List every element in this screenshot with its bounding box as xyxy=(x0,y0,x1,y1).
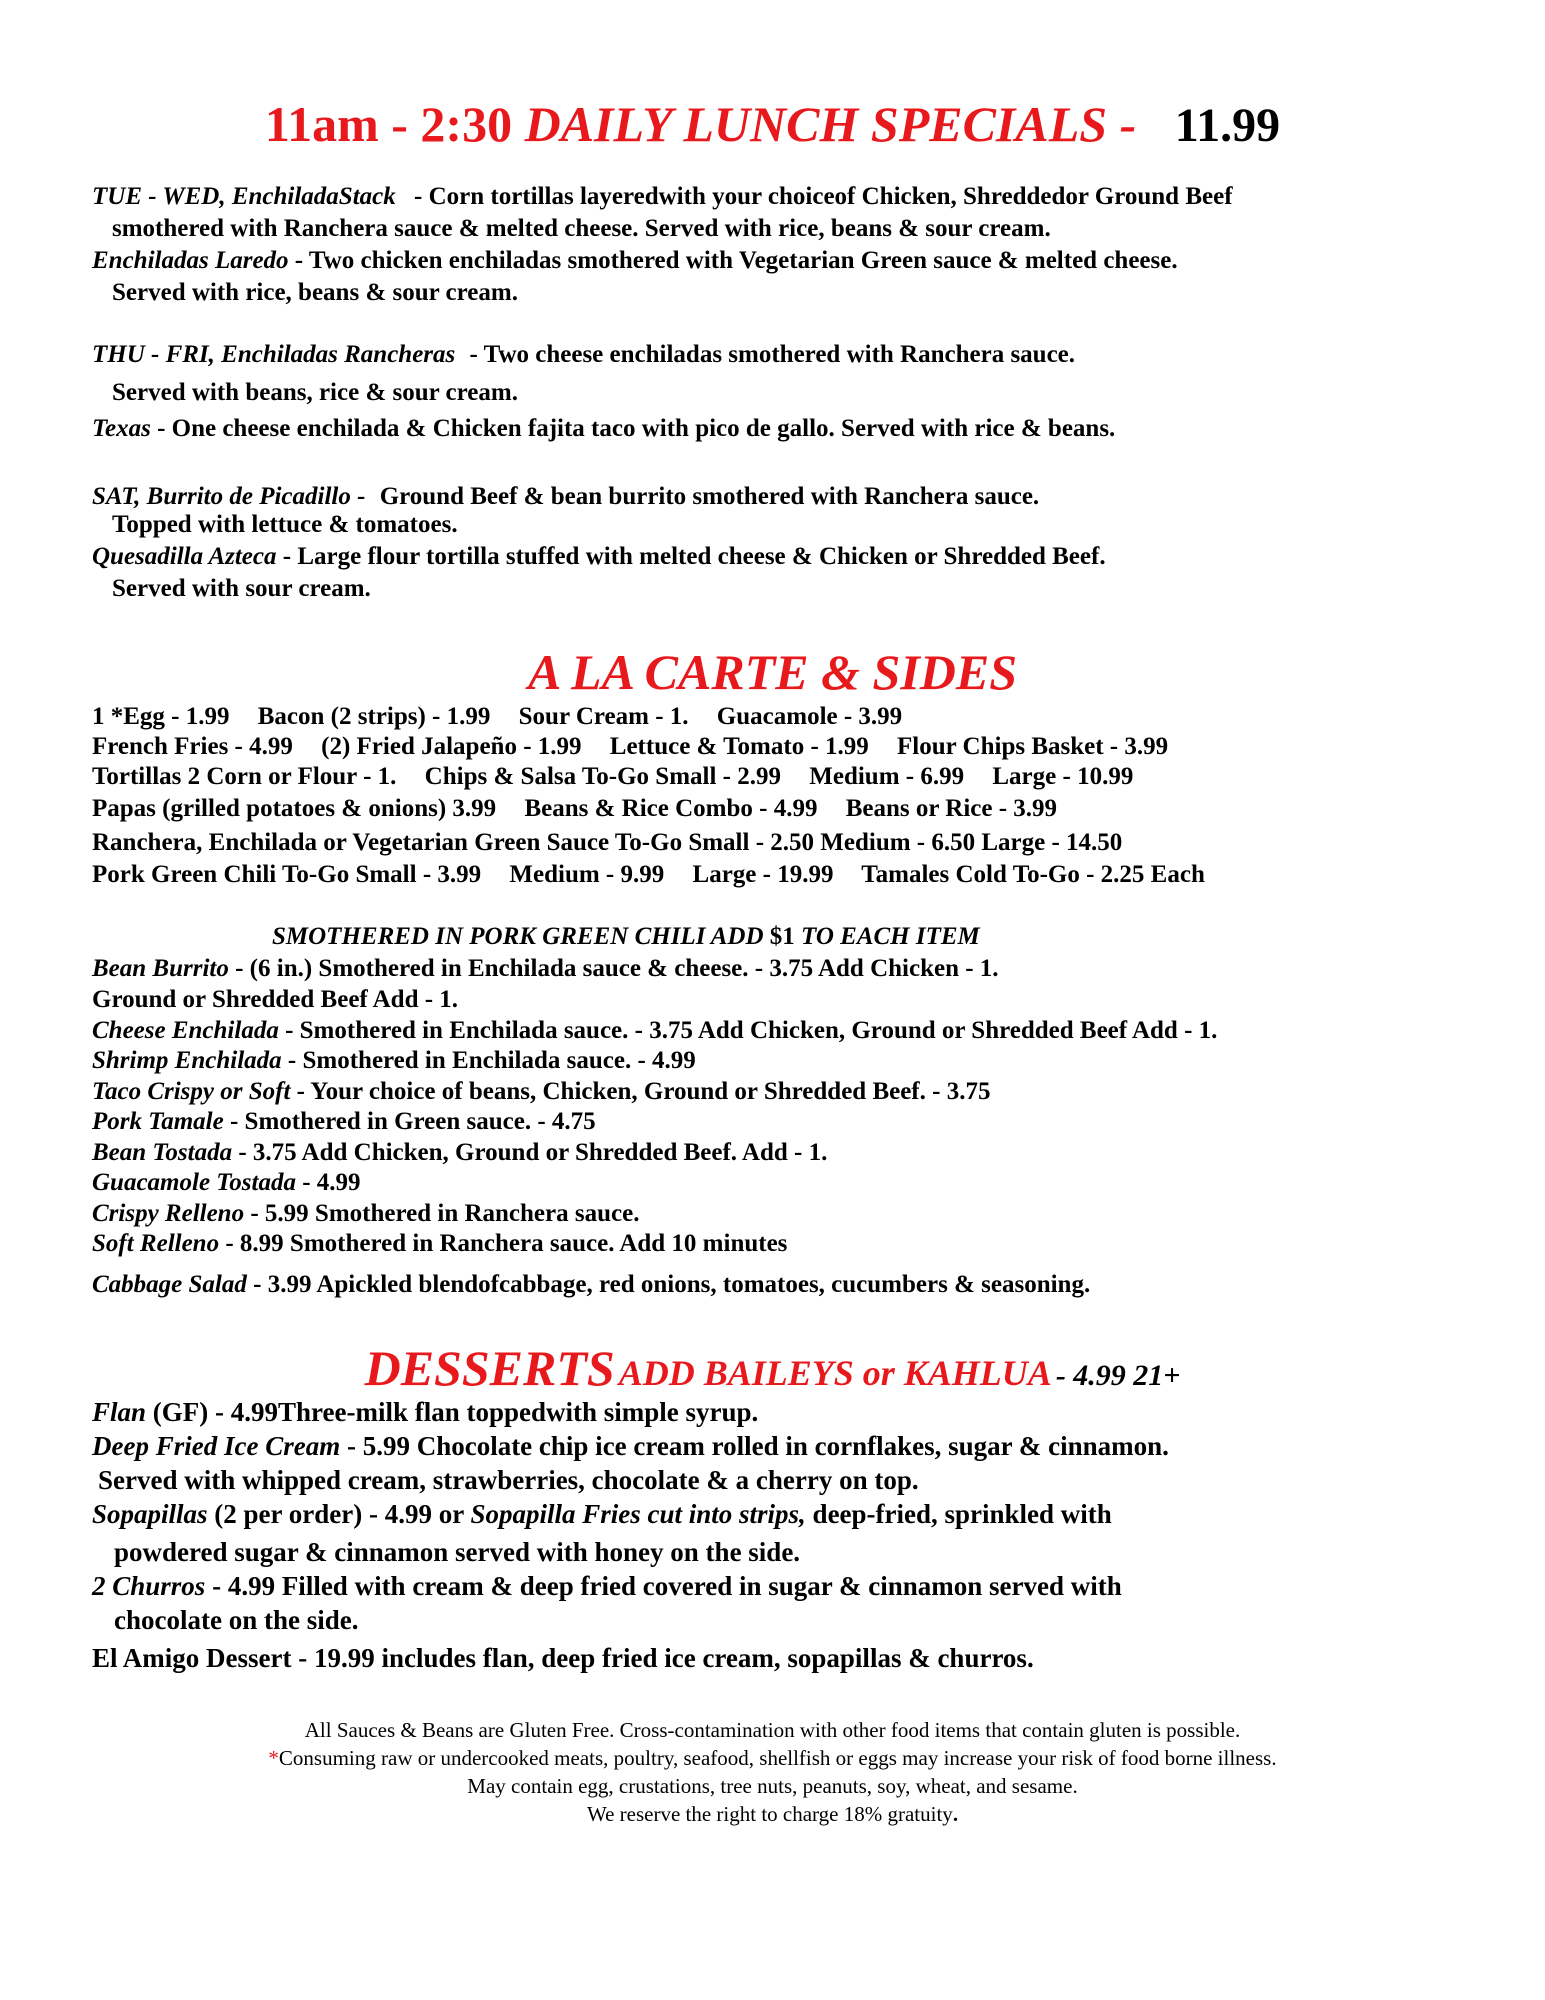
alacarte-entry: (2) Fried Jalapeño - 1.99 xyxy=(321,733,582,760)
lunch-item-name: TUE - WED, EnchiladaStack xyxy=(92,183,396,210)
alacarte-item xyxy=(92,985,458,1015)
dessert-item-desc: (2 per order) - 4.99 or xyxy=(214,1499,464,1529)
lunch-item-name: Quesadilla Azteca xyxy=(92,543,277,570)
desserts-add-price: - 4.99 21+ xyxy=(1055,1359,1181,1392)
lunch-item-cont: Served with beans, rice & sour cream. xyxy=(112,379,518,406)
dessert-item-italic: Sopapilla Fries cut into strips, xyxy=(470,1499,806,1529)
alacarte-item-desc: - 8.99 Smothered in Ranchera sauce. Add 10 minutes xyxy=(225,1230,788,1257)
alacarte-entry: Tortillas 2 Corn or Flour - 1. xyxy=(92,763,397,790)
alacarte-entry: Flour Chips Basket - 3.99 xyxy=(897,733,1169,760)
allergen-note: May contain egg, crustations, tree nuts, peanuts, soy, wheat, and sesame. xyxy=(467,1774,1078,1798)
alacarte-entry: Medium - 6.99 xyxy=(809,763,965,790)
alacarte-item-desc: Ground or Shredded Beef Add - 1. xyxy=(92,986,459,1013)
lunch-item-name: Enchiladas Laredo xyxy=(92,247,289,274)
dessert-item xyxy=(92,1498,1112,1530)
alacarte-item-desc: - 3.75 Add Chicken, Ground or Shredded Beef. Add - 1. xyxy=(238,1139,828,1166)
lunch-item-desc: Ground Beef & bean burrito smothered with Ranchera sauce. xyxy=(379,483,1040,510)
lunch-item xyxy=(92,414,1115,444)
dessert-item-cont: Served with whipped cream, strawberries, chocolate & a cherry on top. xyxy=(98,1465,919,1495)
alacarte-entry: Medium - 9.99 xyxy=(509,861,665,888)
alacarte-item xyxy=(92,1107,596,1137)
alacarte-item xyxy=(92,1229,787,1259)
gluten-note: All Sauces & Beans are Gluten Free. Cross-contamination with other food items that contain gluten is possible. xyxy=(304,1718,1241,1742)
alacarte-entry: Bacon (2 strips) - 1.99 xyxy=(257,703,491,730)
dessert-item-desc: deep-fried, sprinkled with xyxy=(812,1499,1112,1529)
smother-note xyxy=(272,922,980,952)
alacarte-entry: Chips & Salsa To-Go Small - 2.99 xyxy=(424,763,782,790)
lunch-item-cont: Served with rice, beans & sour cream. xyxy=(112,279,518,306)
dessert-item-cont: powdered sugar & cinnamon served with honey on the side. xyxy=(114,1537,801,1567)
dessert-item xyxy=(92,1396,758,1428)
alacarte-item-name: Bean Burrito xyxy=(92,955,229,982)
lunch-item-cont: Topped with lettuce & tomatoes. xyxy=(112,511,458,538)
lunch-item-desc: - Two chicken enchiladas smothered with Vegetarian Green sauce & melted cheese. xyxy=(294,247,1178,274)
alacarte-entry: Guacamole - 3.99 xyxy=(716,703,903,730)
dessert-item-name: Sopapillas xyxy=(92,1499,208,1529)
smother-note-a: SMOTHERED IN PORK GREEN CHILI ADD xyxy=(272,923,764,950)
alacarte-item-desc: - Smothered in Green sauce. - 4.75 xyxy=(229,1108,596,1135)
alacarte-entry: Pork Green Chili To-Go Small - 3.99 xyxy=(92,861,482,888)
smother-note-c: TO EACH ITEM xyxy=(801,923,980,950)
alacarte-item-desc: - Your choice of beans, Chicken, Ground or Shredded Beef. - 3.75 xyxy=(296,1078,991,1105)
alacarte-entry: Beans & Rice Combo - 4.99 xyxy=(524,795,818,822)
alacarte-entry: Ranchera, Enchilada or Vegetarian Green Sauce To-Go Small - 2.50 Medium - 6.50 Large - 14.50 xyxy=(92,829,1123,856)
lunch-item-desc: - Two cheese enchiladas smothered with Ranchera sauce. xyxy=(469,341,1076,368)
lunch-item-cont: Served with sour cream. xyxy=(112,575,371,602)
alacarte-item-desc: - Smothered in Enchilada sauce. - 4.99 xyxy=(287,1047,696,1074)
alacarte-item-desc: - 3.99 Apickled blendofcabbage, red onions, tomatoes, cucumbers & seasoning. xyxy=(253,1271,1091,1298)
alacarte-row xyxy=(92,762,1133,792)
lunch-item xyxy=(92,340,1075,370)
alacarte-item-desc: - 4.99 xyxy=(302,1169,361,1196)
lunch-item-name: Texas xyxy=(92,415,151,442)
raw-food-note xyxy=(0,1744,1545,1772)
dessert-item-desc: - 4.99 Filled with cream & deep fried covered in sugar & cinnamon served with xyxy=(212,1571,1122,1601)
dessert-item-desc: (GF) - 4.99Three-milk flan toppedwith simple syrup. xyxy=(152,1397,759,1427)
alacarte-item-name: Cabbage Salad xyxy=(92,1271,247,1298)
gratuity-note-text: We reserve the right to charge 18% gratuity xyxy=(586,1802,953,1826)
dessert-item xyxy=(92,1430,1169,1462)
alacarte-item xyxy=(92,1138,827,1168)
alacarte-item-desc: - 5.99 Smothered in Ranchera sauce. xyxy=(250,1200,640,1227)
alacarte-item-name: Soft Relleno xyxy=(92,1230,220,1257)
smother-note-b: $1 xyxy=(769,923,795,950)
alacarte-item-name: Pork Tamale xyxy=(92,1108,224,1135)
alacarte-item-name: Taco Crispy or Soft xyxy=(92,1078,291,1105)
desserts-add: ADD BAILEYS or KAHLUA xyxy=(618,1353,1052,1393)
gratuity-note xyxy=(0,1800,1545,1828)
dessert-item-cont: chocolate on the side. xyxy=(114,1605,359,1635)
lunch-item-desc: - Large flour tortilla stuffed with melted cheese & Chicken or Shredded Beef. xyxy=(282,543,1106,570)
alacarte-item xyxy=(92,1046,696,1076)
alacarte-item xyxy=(92,1168,361,1198)
lunch-item-desc: - One cheese enchilada & Chicken fajita taco with pico de gallo. Served with rice & beans. xyxy=(157,415,1116,442)
alacarte-entry: Lettuce & Tomato - 1.99 xyxy=(609,733,869,760)
alacarte-item xyxy=(92,1016,1217,1046)
alacarte-entry: 1 *Egg - 1.99 xyxy=(92,703,230,730)
dessert-item xyxy=(92,1570,1122,1602)
alacarte-entry: Large - 19.99 xyxy=(692,861,834,888)
dessert-item-desc: El Amigo Dessert - 19.99 includes flan, deep fried ice cream, sopapillas & churros. xyxy=(92,1643,1034,1673)
alacarte-item xyxy=(92,1077,990,1107)
lunch-item xyxy=(92,182,1233,212)
lunch-item-name: THU - FRI, Enchiladas Rancheras xyxy=(92,341,456,368)
lunch-title-text: DAILY LUNCH SPECIALS - xyxy=(524,96,1137,152)
lunch-item xyxy=(92,542,1106,572)
alacarte-item-name: Bean Tostada xyxy=(92,1139,233,1166)
alacarte-item xyxy=(92,1270,1090,1300)
lunch-hours: 11am - 2:30 xyxy=(264,96,513,152)
alacarte-item xyxy=(92,1199,639,1229)
lunch-item xyxy=(92,246,1178,276)
alacarte-entry: Tamales Cold To-Go - 2.25 Each xyxy=(861,861,1205,888)
lunch-item-name: SAT, Burrito de Picadillo - xyxy=(92,483,366,510)
lunch-item-desc: - Corn tortillas layeredwith your choiceof Chicken, Shreddedor Ground Beef xyxy=(414,183,1233,210)
alacarte-item-desc: - Smothered in Enchilada sauce. - 3.75 Add Chicken, Ground or Shredded Beef Add - 1. xyxy=(285,1017,1218,1044)
lunch-item-cont: smothered with Ranchera sauce & melted cheese. Served with rice, beans & sour cream. xyxy=(112,215,1051,242)
alacarte-item-desc: - (6 in.) Smothered in Enchilada sauce & cheese. - 3.75 Add Chicken - 1. xyxy=(235,955,999,982)
alacarte-item-name: Shrimp Enchilada xyxy=(92,1047,282,1074)
dessert-item-desc: - 5.99 Chocolate chip ice cream rolled in cornflakes, sugar & cinnamon. xyxy=(346,1431,1169,1461)
dessert-item-name: 2 Churros xyxy=(92,1571,206,1601)
lunch-title xyxy=(0,96,1545,154)
alacarte-entry: Papas (grilled potatoes & onions) 3.99 xyxy=(92,795,497,822)
lunch-item xyxy=(92,482,1039,512)
dessert-item xyxy=(92,1642,1034,1674)
dessert-item-name: Deep Fried Ice Cream xyxy=(92,1431,341,1461)
alacarte-item xyxy=(92,954,999,984)
desserts-title-text: DESSERTS xyxy=(364,1340,615,1396)
asterisk: * xyxy=(268,1746,279,1770)
raw-food-note-text: Consuming raw or undercooked meats, poultry, seafood, shellfish or eggs may increase your risk of food borne illness. xyxy=(278,1746,1277,1770)
alacarte-title: A LA CARTE & SIDES xyxy=(527,644,1018,700)
gratuity-note-end: . xyxy=(952,1802,959,1826)
alacarte-item-name: Crispy Relleno xyxy=(92,1200,245,1227)
alacarte-row xyxy=(92,732,1168,762)
dessert-item-name: Flan xyxy=(92,1397,147,1427)
alacarte-entry: Beans or Rice - 3.99 xyxy=(845,795,1058,822)
alacarte-row xyxy=(92,828,1122,858)
alacarte-row xyxy=(92,860,1205,890)
alacarte-item-name: Cheese Enchilada xyxy=(92,1017,279,1044)
alacarte-entry: Large - 10.99 xyxy=(992,763,1134,790)
alacarte-entry: French Fries - 4.99 xyxy=(92,733,293,760)
alacarte-entry: Sour Cream - 1. xyxy=(518,703,689,730)
alacarte-row xyxy=(92,702,902,732)
alacarte-item-name: Guacamole Tostada xyxy=(92,1169,296,1196)
lunch-price: 11.99 xyxy=(1174,99,1281,152)
alacarte-row xyxy=(92,794,1057,824)
